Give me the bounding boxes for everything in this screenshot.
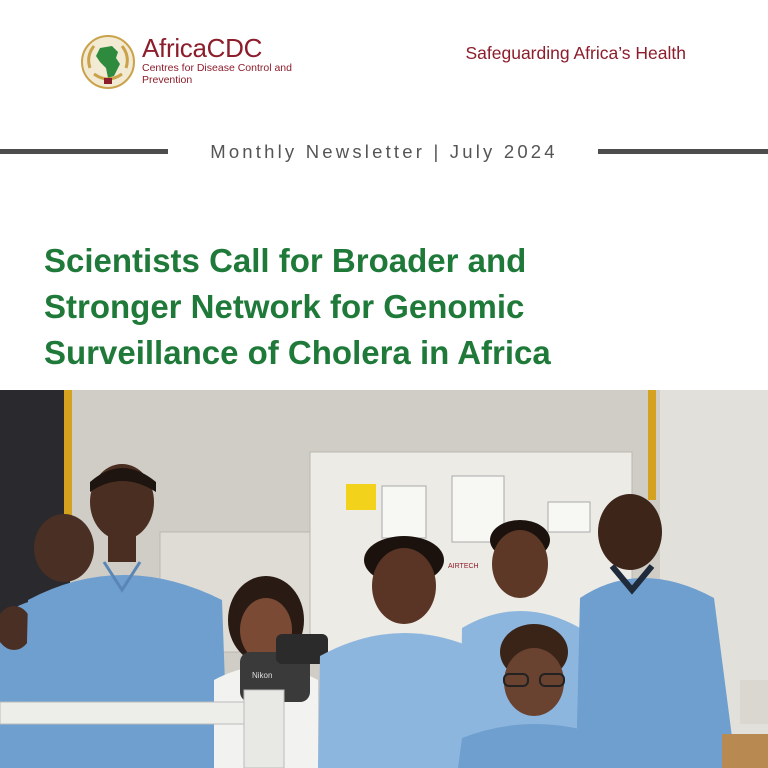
issue-banner bbox=[0, 138, 768, 166]
headline-line: Scientists Call for Broader and bbox=[44, 242, 527, 279]
africa-cdc-logo[interactable] bbox=[80, 32, 310, 92]
microscope-brand-label: Nikon bbox=[252, 671, 273, 680]
issue-label: Monthly Newsletter | July 2024 bbox=[210, 141, 558, 162]
headline-line: Stronger Network for Genomic bbox=[44, 288, 525, 325]
divider-right bbox=[598, 149, 768, 154]
article-headline[interactable] bbox=[44, 238, 734, 376]
org-name: AfricaCDC bbox=[142, 33, 263, 63]
africa-cdc-emblem-icon bbox=[80, 34, 136, 90]
tagline: Safeguarding Africa’s Health bbox=[465, 43, 686, 63]
headline-line: Surveillance of Cholera in Africa bbox=[44, 334, 551, 371]
page-header bbox=[0, 0, 768, 110]
lab-team-photo bbox=[0, 390, 768, 768]
org-subtitle: Centres for Disease Control and Prevention bbox=[142, 62, 292, 86]
cabinet-brand-label: AIRTECH bbox=[448, 563, 479, 570]
divider-left bbox=[0, 149, 168, 154]
